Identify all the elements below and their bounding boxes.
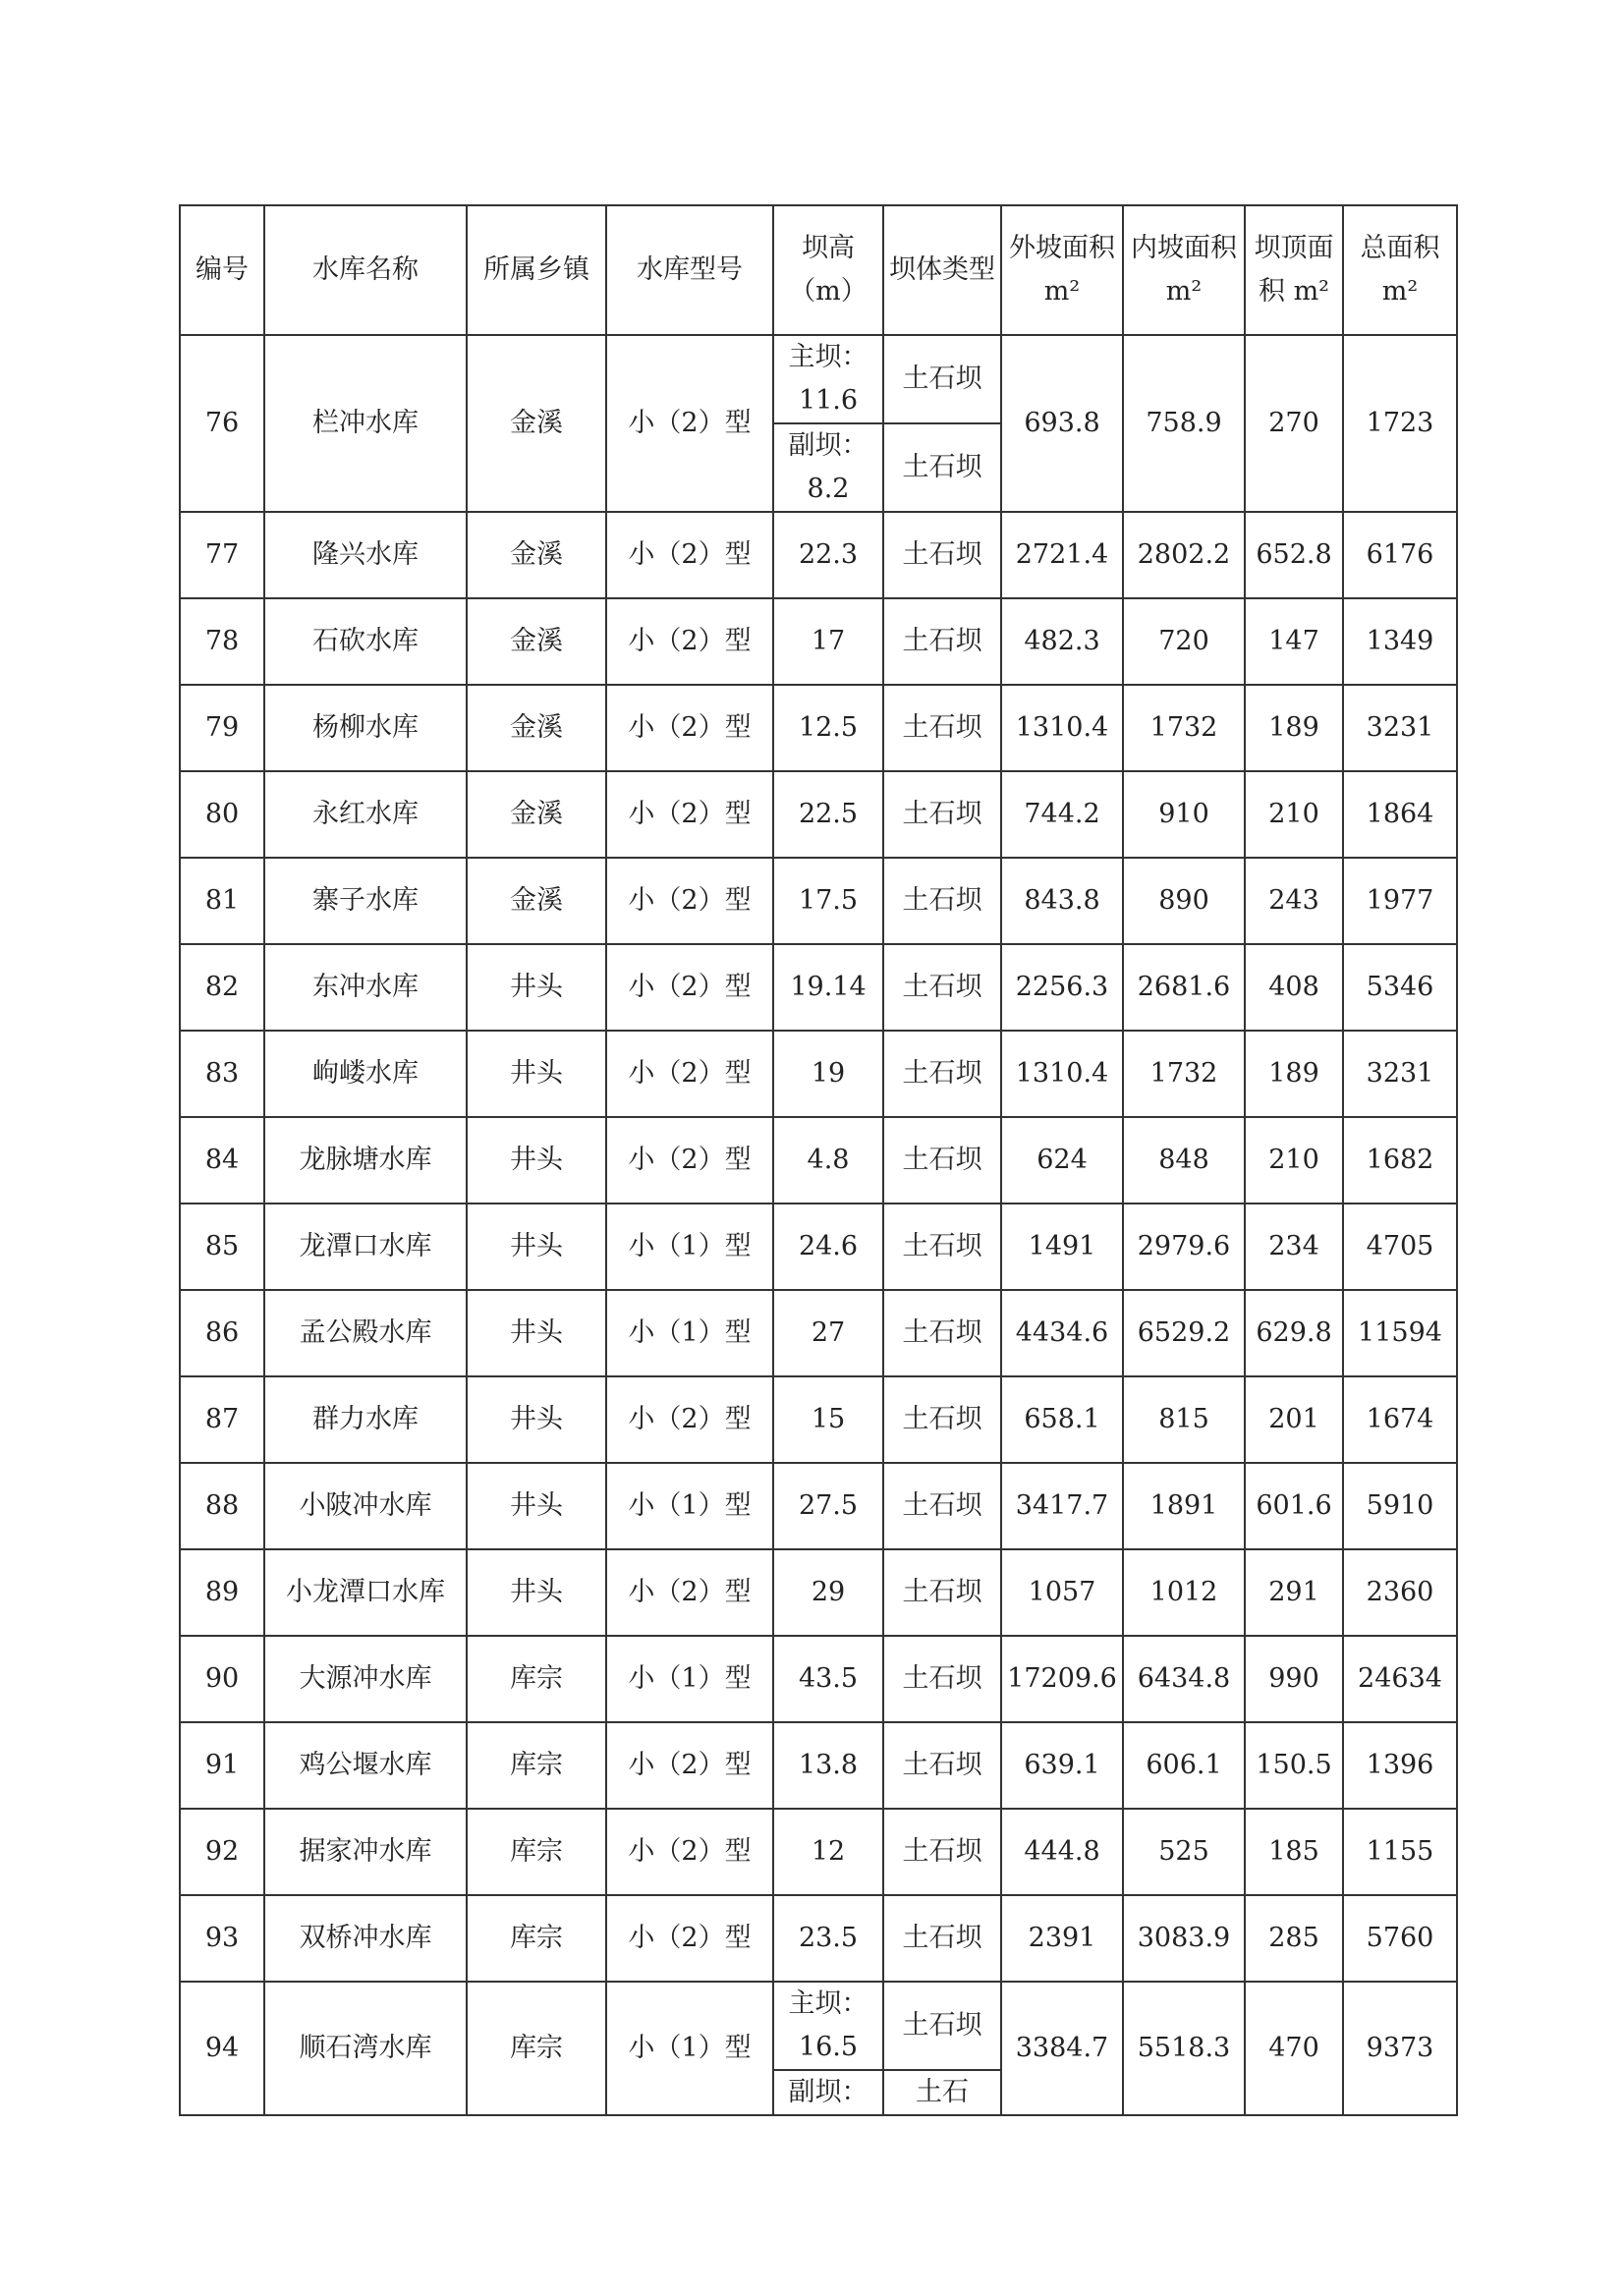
cell-id: 90 bbox=[180, 1636, 264, 1722]
cell-name: 孟公殿水库 bbox=[264, 1290, 467, 1376]
cell-height: 22.5 bbox=[773, 771, 883, 858]
cell-town: 井头 bbox=[467, 1031, 606, 1117]
cell-model: 小（2）型 bbox=[606, 685, 773, 771]
cell-total: 6176 bbox=[1343, 512, 1457, 598]
table-row bbox=[180, 1549, 1457, 1636]
cell-id: 82 bbox=[180, 944, 264, 1031]
cell-model: 小（2）型 bbox=[606, 1809, 773, 1895]
table-row bbox=[180, 1031, 1457, 1117]
cell-outer: 1310.4 bbox=[1001, 1031, 1123, 1117]
cell-name: 小陂冲水库 bbox=[264, 1463, 467, 1549]
cell-inner: 890 bbox=[1123, 858, 1245, 944]
cell-crest: 210 bbox=[1245, 1117, 1343, 1203]
cell-total: 3231 bbox=[1343, 1031, 1457, 1117]
cell-height: 24.6 bbox=[773, 1203, 883, 1290]
cell-name: 寨子水库 bbox=[264, 858, 467, 944]
cell-type: 土石坝 bbox=[883, 1203, 1001, 1290]
cell-crest: 652.8 bbox=[1245, 512, 1343, 598]
cell-id: 79 bbox=[180, 685, 264, 771]
cell-inner: 1012 bbox=[1123, 1549, 1245, 1636]
cell-inner: 2681.6 bbox=[1123, 944, 1245, 1031]
cell-inner: 1732 bbox=[1123, 685, 1245, 771]
cell-name: 东冲水库 bbox=[264, 944, 467, 1031]
cell-crest: 234 bbox=[1245, 1203, 1343, 1290]
cell-town: 库宗 bbox=[467, 1809, 606, 1895]
cell-id: 77 bbox=[180, 512, 264, 598]
cell-id: 81 bbox=[180, 858, 264, 944]
cell-crest: 150.5 bbox=[1245, 1722, 1343, 1809]
table-row bbox=[180, 1636, 1457, 1722]
cell-model: 小（1）型 bbox=[606, 1203, 773, 1290]
cell-id: 76 bbox=[180, 335, 264, 512]
cell-id: 83 bbox=[180, 1031, 264, 1117]
cell-height: 12.5 bbox=[773, 685, 883, 771]
cell-town: 金溪 bbox=[467, 512, 606, 598]
cell-type: 土石坝 bbox=[883, 771, 1001, 858]
cell-total: 11594 bbox=[1343, 1290, 1457, 1376]
cell-total: 1723 bbox=[1343, 335, 1457, 512]
cell-outer: 2391 bbox=[1001, 1895, 1123, 1982]
cell-height: 27.5 bbox=[773, 1463, 883, 1549]
cell-total: 1674 bbox=[1343, 1376, 1457, 1463]
cell-height: 13.8 bbox=[773, 1722, 883, 1809]
cell-inner: 1891 bbox=[1123, 1463, 1245, 1549]
cell-total: 2360 bbox=[1343, 1549, 1457, 1636]
cell-inner: 848 bbox=[1123, 1117, 1245, 1203]
cell-outer: 444.8 bbox=[1001, 1809, 1123, 1895]
cell-model: 小（1）型 bbox=[606, 1290, 773, 1376]
cell-total: 5760 bbox=[1343, 1895, 1457, 1982]
cell-id: 87 bbox=[180, 1376, 264, 1463]
header-id: 编号 bbox=[180, 205, 264, 335]
cell-sub-type: 土石 bbox=[883, 2070, 1001, 2115]
cell-model: 小（1）型 bbox=[606, 1463, 773, 1549]
cell-model: 小（2）型 bbox=[606, 858, 773, 944]
cell-height: 12 bbox=[773, 1809, 883, 1895]
cell-id: 89 bbox=[180, 1549, 264, 1636]
cell-outer: 744.2 bbox=[1001, 771, 1123, 858]
cell-total: 1864 bbox=[1343, 771, 1457, 858]
cell-name: 隆兴水库 bbox=[264, 512, 467, 598]
table-body bbox=[180, 335, 1457, 2115]
cell-type: 土石坝 bbox=[883, 685, 1001, 771]
cell-town: 井头 bbox=[467, 1463, 606, 1549]
cell-outer: 3417.7 bbox=[1001, 1463, 1123, 1549]
cell-town: 库宗 bbox=[467, 1895, 606, 1982]
cell-id: 93 bbox=[180, 1895, 264, 1982]
cell-model: 小（2）型 bbox=[606, 1376, 773, 1463]
cell-inner: 2802.2 bbox=[1123, 512, 1245, 598]
table-row bbox=[180, 1203, 1457, 1290]
cell-name: 龙潭口水库 bbox=[264, 1203, 467, 1290]
header-dam-type: 坝体类型 bbox=[883, 205, 1001, 335]
cell-total: 24634 bbox=[1343, 1636, 1457, 1722]
cell-crest: 189 bbox=[1245, 1031, 1343, 1117]
cell-crest: 189 bbox=[1245, 685, 1343, 771]
cell-model: 小（2）型 bbox=[606, 1031, 773, 1117]
cell-name: 鸡公堰水库 bbox=[264, 1722, 467, 1809]
cell-crest: 470 bbox=[1245, 1982, 1343, 2115]
cell-town: 库宗 bbox=[467, 1722, 606, 1809]
cell-model: 小（2）型 bbox=[606, 1895, 773, 1982]
cell-inner: 606.1 bbox=[1123, 1722, 1245, 1809]
cell-inner: 6529.2 bbox=[1123, 1290, 1245, 1376]
cell-model: 小（1）型 bbox=[606, 1636, 773, 1722]
table-row bbox=[180, 944, 1457, 1031]
cell-crest: 270 bbox=[1245, 335, 1343, 512]
cell-outer: 1310.4 bbox=[1001, 685, 1123, 771]
cell-outer: 17209.6 bbox=[1001, 1636, 1123, 1722]
cell-name: 据家冲水库 bbox=[264, 1809, 467, 1895]
cell-crest: 201 bbox=[1245, 1376, 1343, 1463]
cell-type: 土石坝 bbox=[883, 1722, 1001, 1809]
cell-model: 小（2）型 bbox=[606, 771, 773, 858]
cell-main-type: 土石坝 bbox=[883, 335, 1001, 423]
cell-name: 双桥冲水库 bbox=[264, 1895, 467, 1982]
cell-total: 9373 bbox=[1343, 1982, 1457, 2115]
cell-type: 土石坝 bbox=[883, 944, 1001, 1031]
cell-sub-height: 副坝：8.2 bbox=[773, 423, 883, 512]
cell-id: 94 bbox=[180, 1982, 264, 2115]
cell-sub-type: 土石坝 bbox=[883, 423, 1001, 512]
cell-height: 17 bbox=[773, 598, 883, 685]
cell-height: 17.5 bbox=[773, 858, 883, 944]
cell-type: 土石坝 bbox=[883, 1376, 1001, 1463]
cell-crest: 210 bbox=[1245, 771, 1343, 858]
cell-type: 土石坝 bbox=[883, 1031, 1001, 1117]
cell-crest: 990 bbox=[1245, 1636, 1343, 1722]
cell-type: 土石坝 bbox=[883, 1117, 1001, 1203]
cell-town: 金溪 bbox=[467, 771, 606, 858]
cell-crest: 243 bbox=[1245, 858, 1343, 944]
cell-name: 大源冲水库 bbox=[264, 1636, 467, 1722]
cell-inner: 3083.9 bbox=[1123, 1895, 1245, 1982]
table-row bbox=[180, 512, 1457, 598]
cell-town: 库宗 bbox=[467, 1982, 606, 2115]
cell-name: 龙脉塘水库 bbox=[264, 1117, 467, 1203]
cell-main-height: 主坝：16.5 bbox=[773, 1982, 883, 2070]
cell-outer: 2721.4 bbox=[1001, 512, 1123, 598]
cell-total: 3231 bbox=[1343, 685, 1457, 771]
cell-type: 土石坝 bbox=[883, 1290, 1001, 1376]
cell-id: 88 bbox=[180, 1463, 264, 1549]
cell-outer: 4434.6 bbox=[1001, 1290, 1123, 1376]
table-row bbox=[180, 1809, 1457, 1895]
cell-crest: 147 bbox=[1245, 598, 1343, 685]
cell-crest: 291 bbox=[1245, 1549, 1343, 1636]
table-row bbox=[180, 1722, 1457, 1809]
cell-inner: 758.9 bbox=[1123, 335, 1245, 512]
cell-height: 19 bbox=[773, 1031, 883, 1117]
cell-inner: 1732 bbox=[1123, 1031, 1245, 1117]
cell-outer: 843.8 bbox=[1001, 858, 1123, 944]
cell-id: 85 bbox=[180, 1203, 264, 1290]
cell-outer: 3384.7 bbox=[1001, 1982, 1123, 2115]
table-row bbox=[180, 858, 1457, 944]
cell-model: 小（2）型 bbox=[606, 598, 773, 685]
cell-height: 15 bbox=[773, 1376, 883, 1463]
cell-height: 4.8 bbox=[773, 1117, 883, 1203]
cell-crest: 285 bbox=[1245, 1895, 1343, 1982]
cell-id: 84 bbox=[180, 1117, 264, 1203]
cell-name: 永红水库 bbox=[264, 771, 467, 858]
cell-type: 土石坝 bbox=[883, 598, 1001, 685]
header-name: 水库名称 bbox=[264, 205, 467, 335]
cell-outer: 624 bbox=[1001, 1117, 1123, 1203]
header-total: 总面积 m² bbox=[1343, 205, 1457, 335]
cell-outer: 2256.3 bbox=[1001, 944, 1123, 1031]
cell-model: 小（2）型 bbox=[606, 1722, 773, 1809]
table-row bbox=[180, 1117, 1457, 1203]
cell-town: 井头 bbox=[467, 1290, 606, 1376]
cell-name: 杨柳水库 bbox=[264, 685, 467, 771]
cell-total: 4705 bbox=[1343, 1203, 1457, 1290]
cell-total: 1396 bbox=[1343, 1722, 1457, 1809]
cell-town: 井头 bbox=[467, 1376, 606, 1463]
cell-name: 顺石湾水库 bbox=[264, 1982, 467, 2115]
table-row bbox=[180, 1463, 1457, 1549]
cell-model: 小（1）型 bbox=[606, 1982, 773, 2115]
cell-id: 91 bbox=[180, 1722, 264, 1809]
cell-type: 土石坝 bbox=[883, 858, 1001, 944]
table-row-76-main bbox=[180, 335, 1457, 423]
cell-town: 金溪 bbox=[467, 335, 606, 512]
cell-type: 土石坝 bbox=[883, 1549, 1001, 1636]
header-model: 水库型号 bbox=[606, 205, 773, 335]
cell-id: 92 bbox=[180, 1809, 264, 1895]
header-height: 坝高（m） bbox=[773, 205, 883, 335]
cell-type: 土石坝 bbox=[883, 1636, 1001, 1722]
cell-total: 1349 bbox=[1343, 598, 1457, 685]
cell-id: 86 bbox=[180, 1290, 264, 1376]
header-outer-slope: 外坡面积 m² bbox=[1001, 205, 1123, 335]
cell-height: 43.5 bbox=[773, 1636, 883, 1722]
cell-name: 群力水库 bbox=[264, 1376, 467, 1463]
cell-height: 27 bbox=[773, 1290, 883, 1376]
cell-outer: 658.1 bbox=[1001, 1376, 1123, 1463]
cell-height: 19.14 bbox=[773, 944, 883, 1031]
cell-main-type: 土石坝 bbox=[883, 1982, 1001, 2070]
cell-town: 金溪 bbox=[467, 858, 606, 944]
cell-model: 小（2）型 bbox=[606, 335, 773, 512]
cell-inner: 5518.3 bbox=[1123, 1982, 1245, 2115]
header-town: 所属乡镇 bbox=[467, 205, 606, 335]
cell-total: 5346 bbox=[1343, 944, 1457, 1031]
cell-outer: 1057 bbox=[1001, 1549, 1123, 1636]
cell-model: 小（2）型 bbox=[606, 944, 773, 1031]
cell-town: 井头 bbox=[467, 1549, 606, 1636]
cell-town: 井头 bbox=[467, 944, 606, 1031]
cell-height: 23.5 bbox=[773, 1895, 883, 1982]
cell-inner: 2979.6 bbox=[1123, 1203, 1245, 1290]
cell-outer: 1491 bbox=[1001, 1203, 1123, 1290]
table-row bbox=[180, 685, 1457, 771]
table-row bbox=[180, 1290, 1457, 1376]
cell-total: 1682 bbox=[1343, 1117, 1457, 1203]
table-row bbox=[180, 771, 1457, 858]
cell-crest: 408 bbox=[1245, 944, 1343, 1031]
cell-id: 80 bbox=[180, 771, 264, 858]
cell-inner: 525 bbox=[1123, 1809, 1245, 1895]
cell-model: 小（2）型 bbox=[606, 1549, 773, 1636]
reservoir-table bbox=[179, 204, 1458, 2116]
cell-type: 土石坝 bbox=[883, 512, 1001, 598]
cell-total: 5910 bbox=[1343, 1463, 1457, 1549]
header-crest: 坝顶面积 m² bbox=[1245, 205, 1343, 335]
header-row bbox=[180, 205, 1457, 335]
cell-outer: 693.8 bbox=[1001, 335, 1123, 512]
cell-type: 土石坝 bbox=[883, 1809, 1001, 1895]
cell-name: 栏冲水库 bbox=[264, 335, 467, 512]
cell-town: 井头 bbox=[467, 1203, 606, 1290]
cell-crest: 629.8 bbox=[1245, 1290, 1343, 1376]
cell-outer: 639.1 bbox=[1001, 1722, 1123, 1809]
header-inner-slope: 内坡面积 m² bbox=[1123, 205, 1245, 335]
table-row-94-main bbox=[180, 1982, 1457, 2070]
cell-town: 金溪 bbox=[467, 685, 606, 771]
cell-crest: 601.6 bbox=[1245, 1463, 1343, 1549]
cell-type: 土石坝 bbox=[883, 1895, 1001, 1982]
cell-height: 22.3 bbox=[773, 512, 883, 598]
cell-model: 小（2）型 bbox=[606, 1117, 773, 1203]
cell-crest: 185 bbox=[1245, 1809, 1343, 1895]
cell-town: 金溪 bbox=[467, 598, 606, 685]
cell-inner: 815 bbox=[1123, 1376, 1245, 1463]
cell-id: 78 bbox=[180, 598, 264, 685]
table-row bbox=[180, 1895, 1457, 1982]
cell-outer: 482.3 bbox=[1001, 598, 1123, 685]
cell-sub-height: 副坝： bbox=[773, 2070, 883, 2115]
cell-name: 岣嵝水库 bbox=[264, 1031, 467, 1117]
cell-total: 1155 bbox=[1343, 1809, 1457, 1895]
table-row bbox=[180, 1376, 1457, 1463]
cell-main-height: 主坝：11.6 bbox=[773, 335, 883, 423]
cell-inner: 6434.8 bbox=[1123, 1636, 1245, 1722]
cell-total: 1977 bbox=[1343, 858, 1457, 944]
cell-name: 石砍水库 bbox=[264, 598, 467, 685]
cell-type: 土石坝 bbox=[883, 1463, 1001, 1549]
cell-town: 井头 bbox=[467, 1117, 606, 1203]
table-row bbox=[180, 598, 1457, 685]
cell-name: 小龙潭口水库 bbox=[264, 1549, 467, 1636]
cell-inner: 910 bbox=[1123, 771, 1245, 858]
cell-height: 29 bbox=[773, 1549, 883, 1636]
cell-town: 库宗 bbox=[467, 1636, 606, 1722]
cell-inner: 720 bbox=[1123, 598, 1245, 685]
cell-model: 小（2）型 bbox=[606, 512, 773, 598]
